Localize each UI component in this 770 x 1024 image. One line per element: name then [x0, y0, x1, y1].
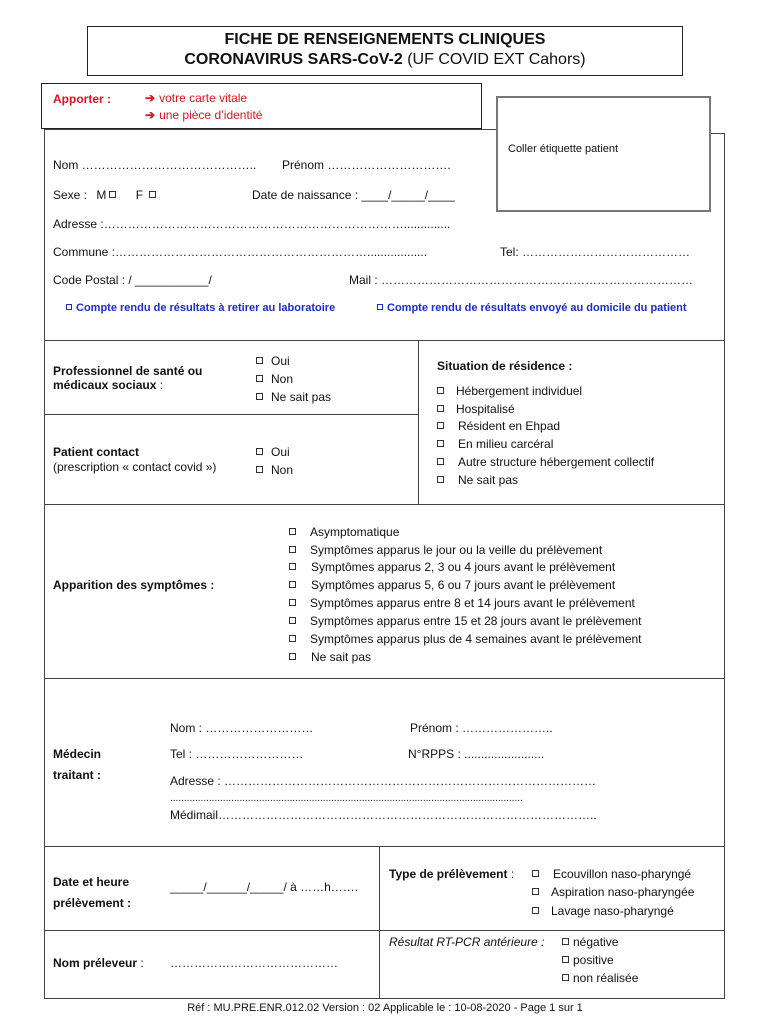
sexe-label: Sexe : — [53, 188, 88, 202]
type-prelevement-sep: : — [507, 867, 515, 881]
type-prelevement-label — [389, 867, 514, 881]
checkbox-icon[interactable] — [109, 191, 116, 198]
rtpcr-option-positive[interactable] — [562, 953, 614, 967]
apporter-item2-text: une pièce d’identité — [159, 108, 263, 122]
patient-tel-field[interactable]: Tel: …………………………………… — [500, 245, 691, 259]
residence-option-hospitalise[interactable] — [437, 402, 515, 416]
checkbox-icon[interactable] — [562, 974, 569, 981]
form-title: FICHE DE RENSEIGNEMENTS CLINIQUES — [224, 31, 546, 48]
rtpcr-opt2-text: non réalisée — [573, 971, 639, 985]
type-option-aspiration[interactable] — [532, 885, 694, 899]
residence-opt5-text: Ne sait pas — [458, 473, 519, 487]
residence-option-nsp[interactable] — [437, 473, 518, 487]
symptomes-option[interactable] — [289, 614, 642, 628]
rtpcr-option-non-realisee[interactable] — [562, 971, 638, 985]
checkbox-icon[interactable] — [437, 405, 444, 412]
residence-option-carceral[interactable] — [437, 437, 553, 451]
date-prelevement-field[interactable]: _____/______/_____/ à ……h……. — [170, 880, 359, 894]
checkbox-icon[interactable] — [256, 466, 263, 473]
checkbox-icon[interactable] — [289, 653, 296, 660]
symptomes-option[interactable] — [289, 650, 371, 664]
divider-vertical-prelevement — [379, 846, 380, 998]
medecin-medimail-field[interactable]: Médimail………………………………………………………………………………….. — [170, 808, 597, 822]
checkbox-icon[interactable] — [256, 357, 263, 364]
patient-mail-field[interactable]: Mail : …………………………………………………………………… — [349, 273, 694, 287]
symptomes-option[interactable] — [289, 543, 602, 557]
patient-prenom-field[interactable]: Prénom …………………………. — [282, 158, 451, 172]
divider-contact — [44, 504, 725, 505]
professionnel-option-non[interactable] — [256, 372, 293, 386]
divider-symptomes — [44, 678, 725, 679]
option-domicile-text: Compte rendu de résultats envoyé au domicile du patient — [387, 302, 687, 314]
residence-option-collectif[interactable] — [437, 455, 654, 469]
contact-label: Patient contact — [53, 445, 140, 459]
checkbox-icon[interactable] — [256, 448, 263, 455]
patient-commune-field[interactable]: Commune :……………………………………………………….................. — [53, 245, 428, 259]
type-option-ecouvillon[interactable] — [532, 867, 691, 881]
type-opt1-text: Aspiration naso-pharyngée — [551, 885, 695, 899]
medecin-adresse-field[interactable]: Adresse : ………………………………………………………………………………… — [170, 774, 597, 788]
checkbox-icon[interactable] — [289, 563, 296, 570]
symptomes-opt6-text: Symptômes apparus plus de 4 semaines avant le prélèvement — [310, 632, 642, 646]
apporter-box — [41, 83, 482, 129]
apporter-label: Apporter : — [53, 92, 111, 106]
etiquette-box — [496, 96, 711, 212]
frame-right — [724, 133, 725, 999]
footer-reference: Réf : MU.PRE.ENR.012.02 Version : 02 Applicable le : 10-08-2020 - Page 1 sur 1 — [187, 1002, 583, 1014]
symptomes-option[interactable] — [289, 578, 615, 592]
professionnel-option-nsp[interactable] — [256, 390, 331, 404]
divider-vertical-residence — [418, 340, 419, 504]
sexe-f-label: F — [135, 188, 144, 202]
medecin-label-line1: Médecin — [53, 747, 102, 761]
professionnel-label-line2 — [53, 378, 163, 392]
professionnel-nsp-text: Ne sait pas — [271, 390, 332, 404]
symptomes-option[interactable] — [289, 560, 615, 574]
professionnel-label-line1: Professionnel de santé ou — [53, 364, 203, 378]
type-option-lavage[interactable] — [532, 904, 674, 918]
frame-bottom — [44, 998, 725, 999]
checkbox-icon[interactable] — [437, 422, 444, 429]
checkbox-icon[interactable] — [532, 870, 539, 877]
checkbox-icon[interactable] — [289, 581, 296, 588]
date-prelevement-label-line2: prélèvement : — [53, 896, 132, 910]
form-subtitle-bold: CORONAVIRUS SARS-CoV-2 — [184, 51, 403, 68]
checkbox-icon[interactable] — [256, 375, 263, 382]
sexe-m-option[interactable] — [96, 188, 124, 202]
residence-title: Situation de résidence : — [437, 359, 573, 373]
patient-sexe-row — [53, 188, 164, 202]
medecin-adresse-cont[interactable]: ............................................................................................................................... — [170, 793, 523, 804]
title-box — [87, 26, 683, 76]
checkbox-icon[interactable] — [66, 304, 72, 310]
contact-option-oui[interactable] — [256, 445, 290, 459]
checkbox-icon[interactable] — [532, 907, 539, 914]
symptomes-opt4-text: Symptômes apparus entre 8 et 14 jours avant le prélèvement — [310, 596, 635, 610]
residence-option-individuel[interactable] — [437, 384, 582, 398]
checkbox-icon[interactable] — [256, 393, 263, 400]
checkbox-icon[interactable] — [437, 476, 444, 483]
checkbox-icon[interactable] — [149, 191, 156, 198]
frame-top-right — [710, 133, 724, 134]
option-resultat-domicile[interactable] — [377, 301, 687, 315]
form-subtitle-rest: (UF COVID EXT Cahors) — [402, 51, 586, 68]
option-labo-text: Compte rendu de résultats à retirer au laboratoire — [76, 302, 336, 314]
contact-oui-text: Oui — [271, 445, 290, 459]
sexe-f-option[interactable] — [136, 188, 164, 202]
type-opt2-text: Lavage naso-pharyngé — [551, 904, 674, 918]
checkbox-icon[interactable] — [289, 617, 296, 624]
checkbox-icon[interactable] — [377, 304, 383, 310]
checkbox-icon[interactable] — [289, 528, 296, 535]
type-opt0-text: Ecouvillon naso-pharyngé — [553, 867, 692, 881]
professionnel-option-oui[interactable] — [256, 354, 290, 368]
checkbox-icon[interactable] — [289, 635, 296, 642]
symptomes-opt1-text: Symptômes apparus le jour ou la veille du prélèvement — [310, 543, 603, 557]
checkbox-icon[interactable] — [437, 458, 444, 465]
contact-option-non[interactable] — [256, 463, 293, 477]
rtpcr-opt1-text: positive — [573, 953, 614, 967]
contact-non-text: Non — [271, 463, 294, 477]
preleveur-label-suffix: : — [137, 956, 144, 970]
residence-opt3-text: En milieu carcéral — [458, 437, 554, 451]
symptomes-label: Apparition des symptômes : — [53, 578, 215, 592]
medecin-rpps-field[interactable]: N°RPPS : ........................ — [408, 747, 545, 761]
medecin-prenom-field[interactable]: Prénom : ………………….. — [410, 721, 553, 735]
professionnel-non-text: Non — [271, 372, 294, 386]
symptomes-option[interactable] — [289, 596, 635, 610]
professionnel-oui-text: Oui — [271, 354, 290, 368]
checkbox-icon[interactable] — [532, 888, 539, 895]
apporter-item1-text: votre carte vitale — [159, 91, 248, 105]
preleveur-label — [53, 956, 144, 970]
apporter-item-piece-identite — [145, 108, 262, 122]
etiquette-label: Coller étiquette patient — [508, 143, 619, 155]
date-prelevement-label-line1: Date et heure — [53, 875, 130, 889]
residence-opt4-text: Autre structure hébergement collectif — [458, 455, 655, 469]
divider-professionnel — [44, 414, 418, 415]
apporter-item-carte-vitale — [145, 91, 247, 105]
checkbox-icon[interactable] — [289, 599, 296, 606]
symptomes-option[interactable] — [289, 525, 399, 539]
checkbox-icon[interactable] — [562, 956, 569, 963]
medecin-label-line2: traitant : — [53, 768, 101, 782]
arrow-right-icon: ➔ — [145, 108, 156, 122]
symptomes-opt5-text: Symptômes apparus entre 15 et 28 jours avant le prélèvement — [310, 614, 642, 628]
medecin-nom-field[interactable]: Nom : ……………………… — [170, 721, 314, 735]
symptomes-opt7-text: Ne sait pas — [311, 650, 372, 664]
checkbox-icon[interactable] — [562, 938, 569, 945]
symptomes-option[interactable] — [289, 632, 642, 646]
patient-adresse-field[interactable]: Adresse :………………………………………………………………….............. — [53, 217, 451, 231]
option-resultat-laboratoire[interactable] — [66, 301, 335, 315]
divider-prelevement — [44, 930, 725, 931]
rtpcr-opt0-text: négative — [573, 935, 619, 949]
frame-left — [44, 129, 45, 999]
residence-opt0-text: Hébergement individuel — [456, 384, 583, 398]
divider-patient — [44, 340, 725, 341]
residence-option-ehpad[interactable] — [437, 419, 560, 433]
patient-code-postal-field[interactable]: Code Postal : / ___________/ — [53, 273, 212, 287]
patient-nom-field[interactable]: Nom …………………………………….. — [53, 158, 257, 172]
checkbox-icon[interactable] — [437, 387, 444, 394]
patient-naissance-field[interactable]: Date de naissance : ____/_____/____ — [252, 188, 455, 202]
arrow-right-icon: ➔ — [145, 91, 156, 105]
professionnel-label-bold: médicaux sociaux — [53, 378, 157, 392]
rtpcr-option-negative[interactable] — [562, 935, 618, 949]
professionnel-label-suffix: : — [156, 378, 164, 392]
symptomes-opt2-text: Symptômes apparus 2, 3 ou 4 jours avant le prélèvement — [311, 560, 616, 574]
residence-opt1-text: Hospitalisé — [456, 402, 515, 416]
checkbox-icon[interactable] — [289, 546, 296, 553]
sexe-m-label: M — [96, 188, 107, 202]
preleveur-label-bold: Nom préleveur — [53, 956, 138, 970]
contact-sublabel: (prescription « contact covid ») — [53, 460, 217, 474]
form-subtitle — [88, 51, 682, 69]
symptomes-opt3-text: Symptômes apparus 5, 6 ou 7 jours avant le prélèvement — [311, 578, 616, 592]
rtpcr-label: Résultat RT-PCR antérieure : — [389, 935, 545, 949]
residence-opt2-text: Résident en Ehpad — [458, 419, 561, 433]
symptomes-opt0-text: Asymptomatique — [310, 525, 400, 539]
preleveur-field[interactable]: …………………………………… — [170, 956, 338, 970]
frame-top — [44, 129, 496, 130]
type-prelevement-label-bold: Type de prélèvement — [389, 867, 508, 881]
checkbox-icon[interactable] — [437, 440, 444, 447]
divider-medecin — [44, 846, 725, 847]
medecin-tel-field[interactable]: Tel : ……………………… — [170, 747, 304, 761]
